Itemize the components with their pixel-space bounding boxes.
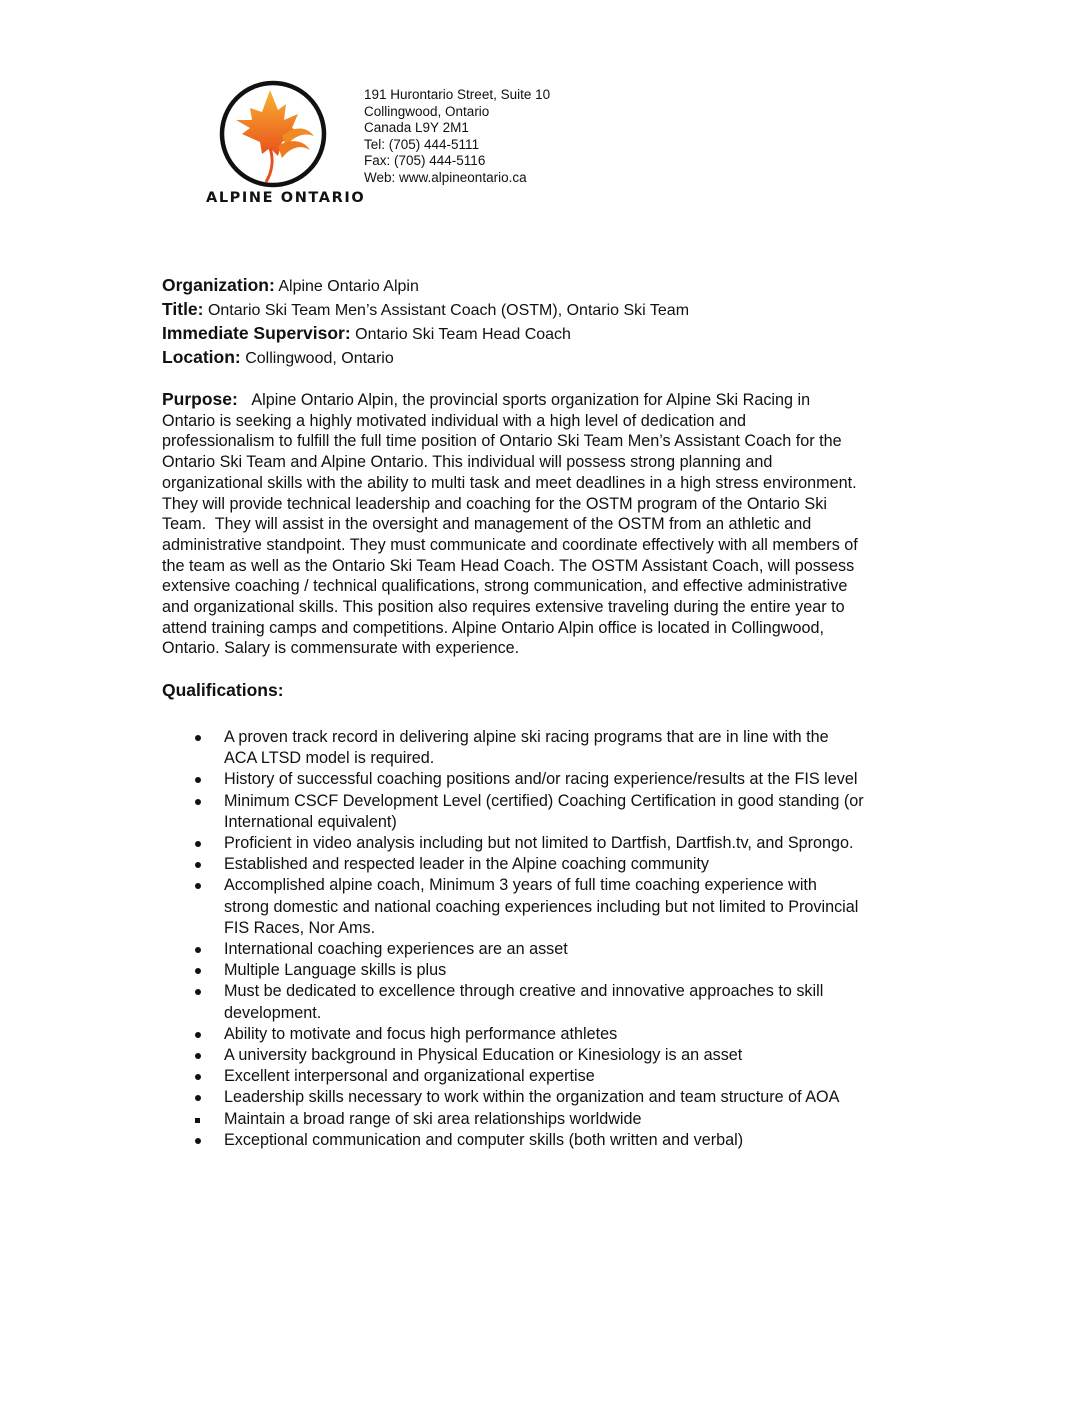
list-item bbox=[190, 1109, 930, 1130]
purpose-line: professionalism to fulfill the full time position of Ontario Ski Team Men’s Assistant Coach for the bbox=[162, 432, 842, 451]
qualifications-list bbox=[190, 727, 930, 1151]
list-item-text: Accomplished alpine coach, Minimum 3 years of full time coaching experience with bbox=[224, 876, 817, 895]
purpose-line: They will provide technical leadership and coaching for the OSTM program of the Ontario Ski bbox=[162, 494, 827, 513]
list-item-text: A university background in Physical Education or Kinesiology is an asset bbox=[224, 1046, 743, 1065]
purpose-line: Ontario Ski Team and Alpine Ontario. This individual will possess strong planning and bbox=[162, 453, 773, 472]
purpose-text: Alpine Ontario Alpin, the provincial sports organization for Alpine Ski Racing in bbox=[251, 391, 811, 409]
list-item-text: Must be dedicated to excellence through creative and innovative approaches to skill bbox=[224, 982, 824, 1001]
list-item-text: Leadership skills necessary to work within the organization and team structure of AOA bbox=[224, 1088, 840, 1107]
purpose-line bbox=[162, 389, 928, 411]
maple-leaf-circle-logo-icon bbox=[212, 76, 334, 188]
list-item bbox=[190, 1024, 930, 1045]
list-item-text: ACA LTSD model is required. bbox=[224, 749, 435, 768]
list-item-text: FIS Races, Nor Ams. bbox=[224, 918, 376, 937]
bullet-icon bbox=[195, 968, 201, 974]
list-item bbox=[190, 727, 930, 769]
list-item-text: International coaching experiences are an asset bbox=[224, 940, 568, 959]
address-fax: Fax: (705) 444-5116 bbox=[364, 153, 486, 168]
qualifications-heading: Qualifications: bbox=[162, 680, 284, 700]
purpose-line: Ontario. Salary is commensurate with experience. bbox=[162, 639, 520, 658]
list-item-text: strong domestic and national coaching experiences including but not limited to Provincial bbox=[224, 897, 859, 916]
bullet-icon bbox=[195, 989, 201, 995]
organization-value: Alpine Ontario Alpin bbox=[278, 278, 419, 295]
organization-row bbox=[162, 274, 689, 298]
location-label: Location: bbox=[162, 347, 241, 367]
list-item bbox=[190, 960, 930, 981]
supervisor-label: Immediate Supervisor: bbox=[162, 323, 351, 343]
purpose-line: the team as well as the Ontario Ski Team Head Coach. The OSTM Assistant Coach, will possess bbox=[162, 556, 855, 575]
address-tel: Tel: (705) 444-5111 bbox=[364, 136, 480, 152]
bullet-icon bbox=[195, 777, 201, 783]
title-row bbox=[162, 298, 689, 322]
purpose-line: extensive coaching / technical qualifications, strong communication, and effective administrative bbox=[162, 577, 848, 596]
list-item bbox=[190, 1045, 930, 1066]
list-item-text: International equivalent) bbox=[224, 812, 397, 831]
purpose-line: administrative standpoint. They must communicate and coordinate effectively with all members of bbox=[162, 535, 858, 554]
bullet-icon bbox=[195, 799, 201, 805]
address-postal: Canada L9Y 2M1 bbox=[364, 120, 469, 135]
purpose-label: Purpose: bbox=[162, 389, 238, 409]
address-street: 191 Hurontario Street, Suite 10 bbox=[364, 87, 551, 102]
bullet-icon bbox=[195, 1095, 201, 1101]
purpose-line: organizational skills with the ability to multi task and meet deadlines in a high stress environment. bbox=[162, 473, 857, 492]
bullet-icon bbox=[195, 1053, 201, 1059]
purpose-line: and organizational skills. This position also requires extensive traveling during the entire year to bbox=[162, 598, 845, 617]
list-item-text: Exceptional communication and computer skills (both written and verbal) bbox=[224, 1130, 744, 1149]
list-item bbox=[190, 875, 930, 939]
address-block bbox=[364, 87, 550, 186]
alpine-ontario-logo bbox=[206, 76, 366, 211]
bullet-icon bbox=[195, 862, 201, 868]
title-value: Ontario Ski Team Men’s Assistant Coach (OSTM), Ontario Ski Team bbox=[207, 302, 690, 319]
location-value: Collingwood, Ontario bbox=[245, 350, 394, 367]
square-bullet-icon bbox=[195, 1118, 200, 1123]
address-city: Collingwood, Ontario bbox=[364, 103, 490, 119]
list-item-text: Ability to motivate and focus high performance athletes bbox=[224, 1024, 618, 1043]
list-item-text: Minimum CSCF Development Level (certified) Coaching Certification in good standing (or bbox=[224, 791, 864, 810]
list-item-text: A proven track record in delivering alpine ski racing programs that are in line with the bbox=[224, 728, 829, 746]
purpose-line: Team. They will assist in the oversight and management of the OSTM from an athletic and bbox=[162, 515, 812, 534]
organization-label: Organization: bbox=[162, 275, 275, 295]
bullet-icon bbox=[195, 1138, 201, 1144]
list-item bbox=[190, 939, 930, 960]
list-item-text: Multiple Language skills is plus bbox=[224, 961, 447, 980]
list-item-text: Excellent interpersonal and organizational expertise bbox=[224, 1067, 595, 1086]
title-label: Title: bbox=[162, 299, 204, 319]
list-item bbox=[190, 1130, 930, 1151]
purpose-line: Ontario is seeking a highly motivated individual with a high level of dedication and bbox=[162, 411, 746, 430]
list-item bbox=[190, 1066, 930, 1087]
list-item bbox=[190, 981, 930, 1023]
logo-wordmark: ALPINE ONTARIO bbox=[206, 190, 366, 206]
purpose-section bbox=[162, 389, 928, 659]
list-item-text: Proficient in video analysis including but not limited to Dartfish, Dartfish.tv, and Sprongo. bbox=[224, 834, 854, 853]
bullet-icon bbox=[195, 735, 201, 741]
list-item bbox=[190, 854, 930, 875]
job-meta bbox=[162, 274, 689, 370]
list-item-text: History of successful coaching positions and/or racing experience/results at the FIS level bbox=[224, 770, 858, 789]
supervisor-row bbox=[162, 322, 689, 346]
list-item-text: development. bbox=[224, 1003, 322, 1022]
bullet-icon bbox=[195, 947, 201, 953]
address-web: Web: www.alpineontario.ca bbox=[364, 169, 527, 185]
list-item-text: Maintain a broad range of ski area relationships worldwide bbox=[224, 1109, 642, 1128]
list-item bbox=[190, 791, 930, 833]
location-row bbox=[162, 346, 689, 370]
supervisor-value: Ontario Ski Team Head Coach bbox=[355, 326, 571, 343]
purpose-line: attend training camps and competitions. Alpine Ontario Alpin office is located in Collingwood, bbox=[162, 618, 824, 637]
list-item-text: Established and respected leader in the Alpine coaching community bbox=[224, 855, 710, 874]
bullet-icon bbox=[195, 1032, 201, 1038]
bullet-icon bbox=[195, 1074, 201, 1080]
list-item bbox=[190, 833, 930, 854]
list-item bbox=[190, 1087, 930, 1108]
bullet-icon bbox=[195, 883, 201, 889]
list-item bbox=[190, 769, 930, 790]
bullet-icon bbox=[195, 841, 201, 847]
